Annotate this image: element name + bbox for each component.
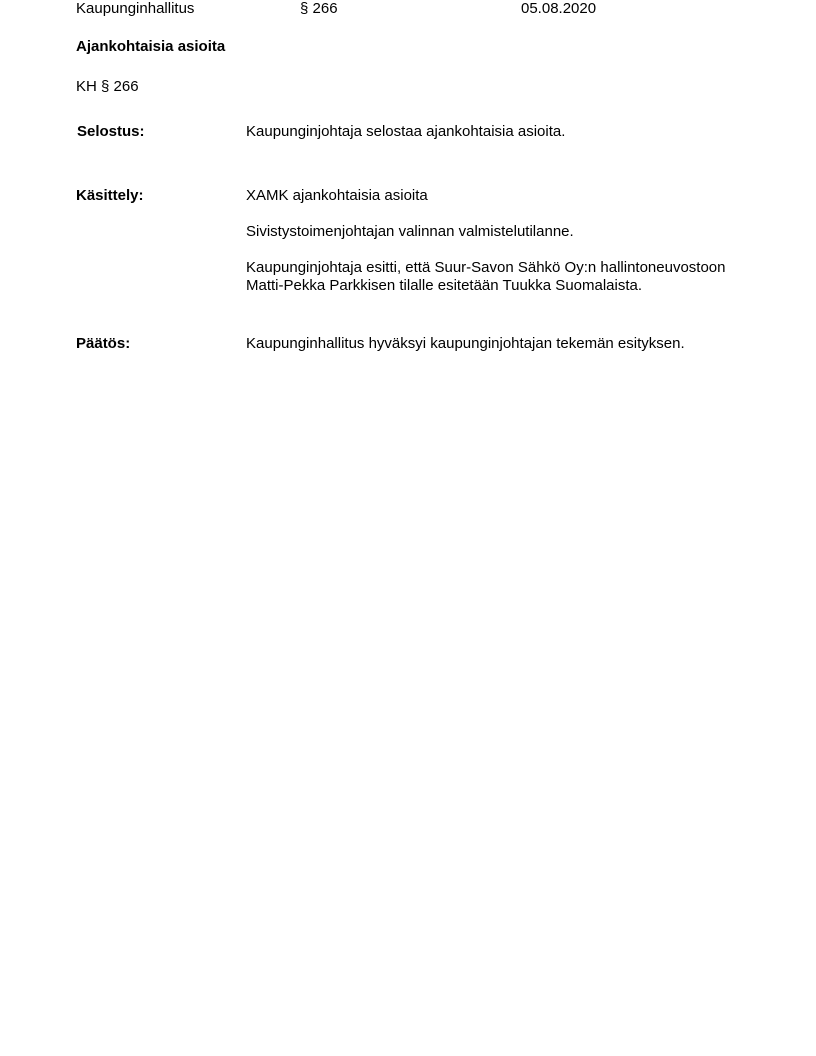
document-reference: KH § 266 xyxy=(76,78,139,95)
header-date: 05.08.2020 xyxy=(521,0,597,17)
document-title: Ajankohtaisia asioita xyxy=(76,38,226,55)
paatos-paragraph: Kaupunginhallitus hyväksyi kaupunginjohtajan tekemän esityksen. xyxy=(246,335,685,352)
paatos-label: Päätös: xyxy=(76,335,131,352)
kasittely-paragraph-1: XAMK ajankohtaisia asioita xyxy=(246,187,428,204)
selostus-paragraph: Kaupunginjohtaja selostaa ajankohtaisia asioita. xyxy=(246,123,566,140)
header-section: § 266 xyxy=(300,0,338,17)
header-body: Kaupunginhallitus xyxy=(76,0,195,17)
kasittely-paragraph-2: Sivistystoimenjohtajan valinnan valmistelutilanne. xyxy=(246,223,574,240)
selostus-label: Selostus: xyxy=(77,123,145,140)
kasittely-label: Käsittely: xyxy=(76,187,144,204)
kasittely-paragraph-3: Kaupunginjohtaja esitti, että Suur-Savon Sähkö Oy:n hallintoneuvostoon Matti-Pekka Parkkisen tilalle esitetään Tuukka Suomalaista. xyxy=(246,259,726,294)
